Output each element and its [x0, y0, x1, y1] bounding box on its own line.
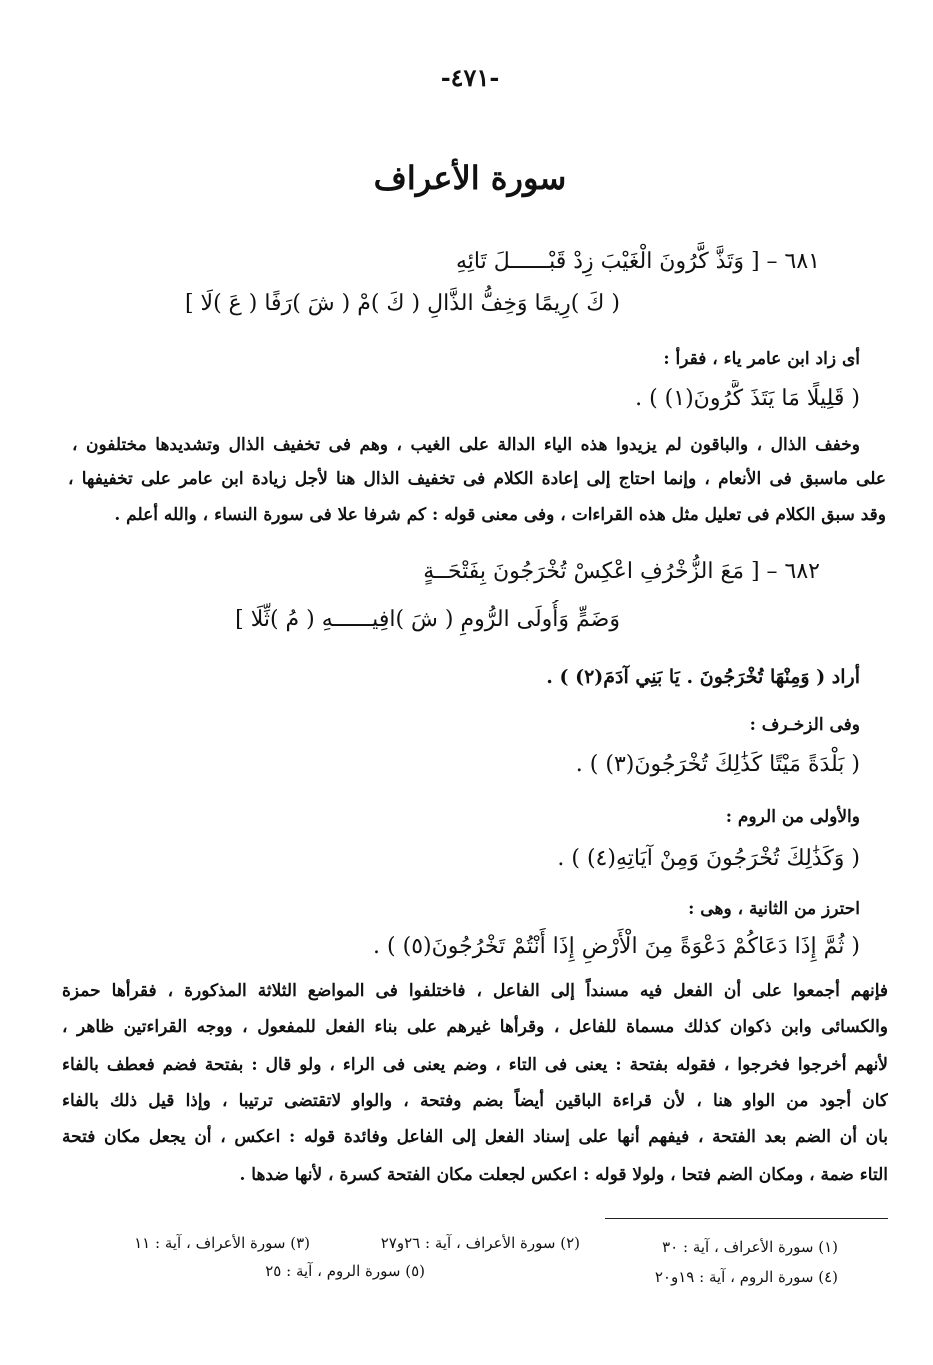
footnote-4: (٤) سورة الروم ، آية : ١٩و٢٠ [654, 1268, 838, 1286]
quran-quote: ( قَلِيلًا مَا يَتَذَ كَّرُونَ(١) ) . [635, 386, 860, 411]
paragraph-line: أى زاد ابن عامر ياء ، فقرأ : [663, 349, 860, 369]
paragraph-line: فإنهم أجمعوا على أن الفعل فيه مسنداً إلى الفاعل ، فاختلفوا فى المواضع الثلاثة المذكورة ، فقرأها حمزة [62, 981, 888, 1001]
paragraph-line: كان أجود من الواو هنا ، لأن قراءة الباقين أيضاً بضم وفتحة ، والواو لاتقتضى ترتيبا ، وإذا قيل ذلك بالفاء [62, 1091, 888, 1111]
quran-quote: ( بَلْدَةً مَيْتًا كَذَٰلِكَ تُخْرَجُونَ(٣) ) . [575, 752, 860, 777]
page-number: -٤٧١- [440, 63, 500, 92]
paragraph-line: بان أن الضم بعد الفتحة ، فيفهم أنها على إسناد الفعل إلى الفاعل وفائدة قوله : اعكس ، أن يجعل مكان فتحة [62, 1127, 888, 1147]
paragraph-line: التاء ضمة ، ومكان الضم فتحا ، ولولا قوله : اعكس لجعلت مكان الفتحة كسرة ، لأنها ضدها . [239, 1165, 888, 1185]
paragraph-line: والكسائى وابن ذكوان كذلك مسماة للفاعل ، وقرأها غيرهم على بناء الفعل للمفعول ، ووجه القراءتين ظاهر ، [62, 1017, 888, 1037]
paragraph-line: وقد سبق الكلام فى تعليل مثل هذه القراءات ، وفى معنى قوله : كم شرفا علا فى سورة النساء ، والله أعلم . [114, 505, 886, 525]
surah-title: سورة الأعراف [373, 159, 567, 197]
verse-682-line-1: ٦٨٢ – [ مَعَ الزُّخْرُفِ اعْكِسْ تُخْرَجُونَ بِفَتْحَــةٍ [423, 559, 820, 584]
paragraph-line: والأولى من الروم : [725, 807, 860, 827]
paragraph-line: وخفف الذال ، والباقون لم يزيدوا هذه الياء الدالة على الغيب ، وهم فى تخفيف الذال وتشديدها مختلفون ، [72, 435, 860, 455]
paragraph-line: وفى الزخـرف : [749, 715, 860, 735]
quran-quote: ( ثُمَّ إِذَا دَعَاكُمْ دَعْوَةً مِنَ الْأَرْضِ إِذَا أَنْتُمْ تَخْرُجُونَ(٥) ) . [373, 934, 860, 959]
paragraph-line: لأنهم أخرجوا فخرجوا ، فقوله بفتحة : يعنى فى التاء ، وضم يعنى فى الراء ، ولو قال : بفتحة فضم فعطف بالفاء [62, 1055, 888, 1075]
verse-681-line-1: ٦٨١ – [ وَتَذَّ كَّرُونَ الْغَيْبَ زِدْ قَبْــــــلَ تَائِهِ [456, 249, 820, 274]
footnote-1: (١) سورة الأعراف ، آية : ٣٠ [662, 1238, 838, 1256]
footnote-2: (٢) سورة الأعراف ، آية : ٢٦و٢٧ [380, 1234, 580, 1252]
paragraph-line: احترز من الثانية ، وهى : [688, 899, 860, 919]
verse-681-line-2: ( كَ )رِيمًا وَخِفُّ الذَّالِ ( كَ )مْ ( شَ )رَفًا ( عَ )لَا ] [184, 291, 620, 316]
verse-682-line-2: وَضَمٍّ وَأُولَى الرُّومِ ( شَ )افِيــــــهِ ( مُ )ثِّلَا ] [235, 607, 620, 632]
paragraph-line: على ماسبق فى الأنعام ، وإنما احتاج إلى إعادة الكلام فى تخفيف الذال هنا لأجل زيادة ابن عامر على تخفيفها ، [68, 469, 886, 489]
footnote-separator [605, 1218, 888, 1219]
paragraph-line: أراد ( وَمِنْهَا تُخْرَجُونَ . يَا بَنِي آدَمَ(٢) ) . [546, 666, 860, 688]
quran-quote: ( وَكَذَٰلِكَ تُخْرَجُونَ وَمِنْ آيَاتِهِ(٤) ) . [557, 846, 860, 871]
footnote-5: (٥) سورة الروم ، آية : ٢٥ [265, 1262, 425, 1280]
footnote-3: (٣) سورة الأعراف ، آية : ١١ [134, 1234, 310, 1252]
